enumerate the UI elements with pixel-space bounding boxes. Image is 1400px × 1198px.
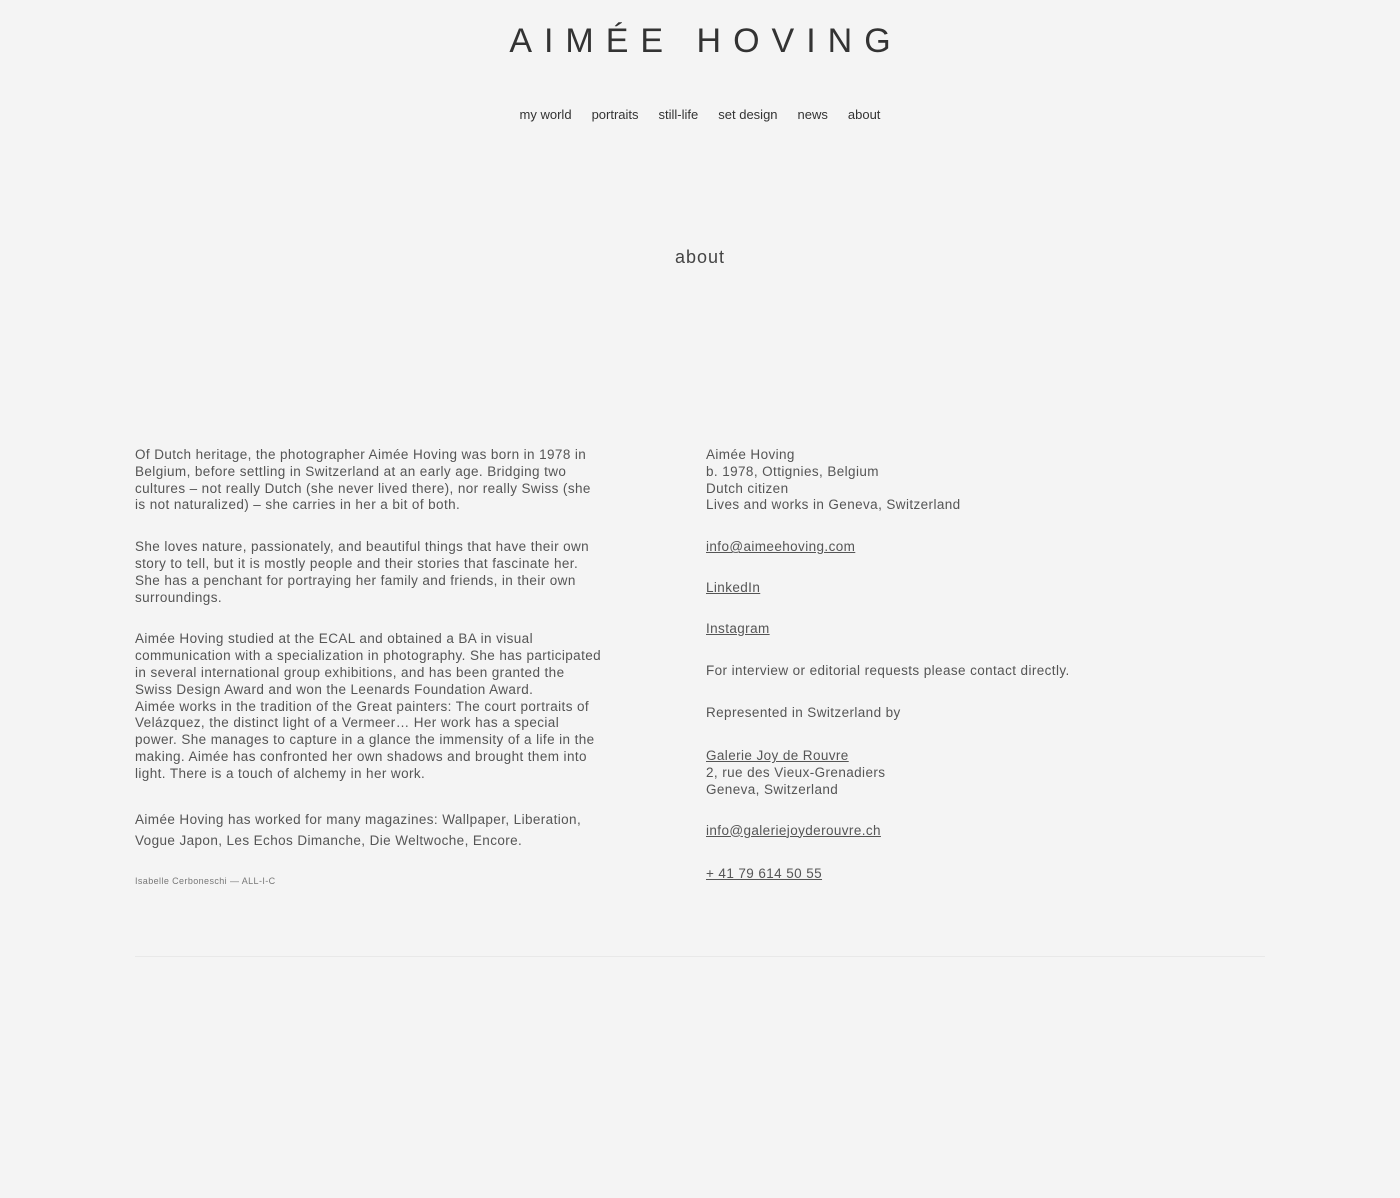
bio-paragraph: She loves nature, passionately, and beautiful things that have their own story to tell, but it is mostly people and their stories that fascinate her. She has a penchant for portraying her family and friends, in their own surroundings. (135, 539, 590, 605)
artist-birth: b. 1978, Ottignies, Belgium (706, 463, 879, 479)
bio-paragraph: Aimée Hoving has worked for many magazines: Wallpaper, Liberation, Vogue Japon, Les Echos Dimanche, Die Weltwoche, Encore. (135, 811, 582, 848)
gallery-city: Geneva, Switzerland (706, 781, 839, 797)
nav-item-still-life[interactable]: still-life (658, 107, 699, 122)
bio-paragraph: Aimée Hoving studied at the ECAL and obtained a BA in visual communication with a specialization in photography. She has participated in several international group exhibitions, and has been granted the Swiss Design Award and won the Leenards Foundation Award. (135, 631, 602, 697)
nav-item-about[interactable]: about (847, 107, 881, 122)
gallery-info (706, 748, 1266, 798)
site-title[interactable]: AIMÉE HOVING (509, 22, 903, 60)
email-link[interactable]: info@aimeehoving.com (706, 539, 856, 555)
gallery-street: 2, rue des Vieux-Grenadiers (706, 764, 886, 780)
gallery-email-link[interactable]: info@galeriejoyderouvre.ch (706, 822, 881, 838)
instagram-link[interactable]: Instagram (706, 620, 770, 636)
interview-note: For interview or editorial requests please contact directly. (706, 662, 1070, 678)
linkedin-link[interactable]: LinkedIn (706, 579, 761, 595)
main-nav (0, 107, 1400, 122)
footer-divider (135, 956, 1265, 957)
contact-column (706, 447, 1266, 883)
bio-column (135, 447, 605, 889)
nav-item-portraits[interactable]: portraits (591, 107, 639, 122)
page-title: about (674, 247, 726, 267)
nav-item-my-world[interactable]: my world (519, 107, 572, 122)
bio-paragraph: Aimée works in the tradition of the Great painters: The court portraits of Velázquez, the distinct light of a Vermeer… Her work has a special power. She manages to capture in a glance the immensity of a life in the making. Aimée has confronted her own shadows and brought them into light. There is a touch of alchemy in her work. (135, 698, 595, 781)
nav-item-news[interactable]: news (797, 107, 828, 122)
representation-note: Represented in Switzerland by (706, 705, 901, 721)
nav-item-set-design[interactable]: set design (718, 107, 778, 122)
artist-info (706, 447, 1266, 514)
gallery-phone-link[interactable]: + 41 79 614 50 55 (706, 866, 823, 882)
gallery-link[interactable]: Galerie Joy de Rouvre (706, 748, 849, 764)
artist-residence: Lives and works in Geneva, Switzerland (706, 497, 961, 513)
bio-paragraph: Of Dutch heritage, the photographer Aimée Hoving was born in 1978 in Belgium, before settling in Switzerland at an early age. Bridging two cultures – not really Dutch (she never lived there), nor really Swiss (she is not naturalized) – she carries in her a bit of both. (135, 447, 591, 513)
artist-name: Aimée Hoving (706, 447, 795, 462)
artist-citizenship: Dutch citizen (706, 480, 789, 496)
bio-credit: Isabelle Cerboneschi — ALL-I-C (135, 875, 276, 886)
